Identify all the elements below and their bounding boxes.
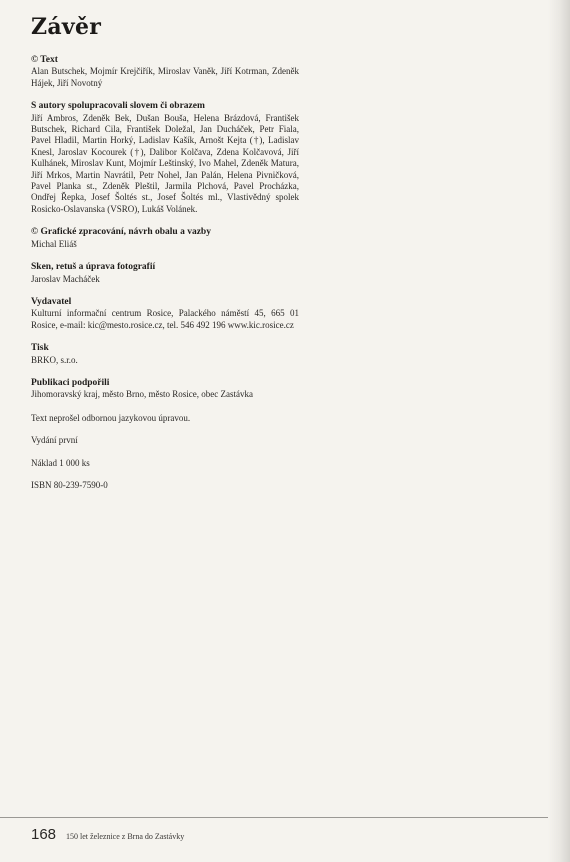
note-print-run xyxy=(31,458,299,469)
section-body: Jaroslav Macháček xyxy=(31,273,100,284)
section-heading: Vydavatel xyxy=(31,296,72,307)
note-isbn xyxy=(31,480,299,491)
section-heading: © Text xyxy=(31,55,58,65)
note-text: Text neprošel odbornou jazykovou úpravou. xyxy=(31,412,191,423)
colophon xyxy=(31,14,299,502)
page-edge-shadow xyxy=(548,0,570,862)
section-print xyxy=(31,343,299,366)
section-heading: Publikaci podpořili xyxy=(31,377,110,388)
section-body: Alan Butschek, Mojmír Krejčiřík, Miroslav Vaněk, Jiří Kotrman, Zdeněk Hájek, Jiří Novotný xyxy=(31,66,299,88)
note-text: Vydání první xyxy=(31,435,78,446)
section-heading: Sken, retuš a úprava fotografií xyxy=(31,262,156,273)
note-language-edit xyxy=(31,413,299,424)
section-collaborators xyxy=(31,101,299,215)
note-text: Náklad 1 000 ks xyxy=(31,457,90,468)
note-edition xyxy=(31,435,299,446)
section-scan-retouch xyxy=(31,262,299,285)
section-text-credits xyxy=(31,55,299,89)
running-title: 150 let železnice z Brna do Zastávky xyxy=(66,832,185,841)
section-supporters xyxy=(31,378,299,401)
section-heading: Tisk xyxy=(31,343,49,354)
footer-divider xyxy=(0,817,548,818)
section-heading: © Grafické zpracování, návrh obalu a vazby xyxy=(31,227,211,238)
section-body: Jiří Ambros, Zdeněk Bek, Dušan Bouša, Helena Brázdová, František Butschek, Richard Cila, František Doležal, Jan Ducháček, Petr Fiala, Pavel Hladil, Martin Horký, Ladislav Kašík, Arnošt Kejta (†), Ladislav Knesl, Jaroslav Kocourek (†), Dalibor Kolčava, Zdena Kolčavová, Jiří Kulhánek, Miroslav Kunt, Mojmír Leštinský, Ivo Mahel, Zdeněk Matura, Jiří Mrkos, Martin Navrátil, Petr Nohel, Jan Palán, Helena Pivničková, Pavel Planka st., Zdeněk Pleštil, Jarmila Plchová, Pavel Procházka, Ondřej Řepka, Josef Šoltés st., Josef Šoltés ml., Vlastivědný spolek Rosicko-Oslavanska (VSRO), Lukáš Volánek. xyxy=(31,112,299,214)
section-body: BRKO, s.r.o. xyxy=(31,354,78,365)
page-title: Závěr xyxy=(31,14,102,40)
section-body: Kulturní informační centrum Rosice, Palackého náměstí 45, 665 01 Rosice, e-mail: kic@mesto.rosice.cz, tel. 546 492 196 www.kic.rosice.cz xyxy=(31,308,299,330)
page-number: 168 xyxy=(31,826,57,843)
section-publisher xyxy=(31,297,299,331)
section-body: Jihomoravský kraj, město Brno, město Rosice, obec Zastávka xyxy=(31,389,253,400)
section-body: Michal Eliáš xyxy=(31,238,77,249)
page-footer xyxy=(31,826,184,843)
note-text: ISBN 80-239-7590-0 xyxy=(31,479,108,490)
section-graphic-design xyxy=(31,227,299,250)
section-heading: S autory spolupracovali slovem či obrazem xyxy=(31,101,205,112)
